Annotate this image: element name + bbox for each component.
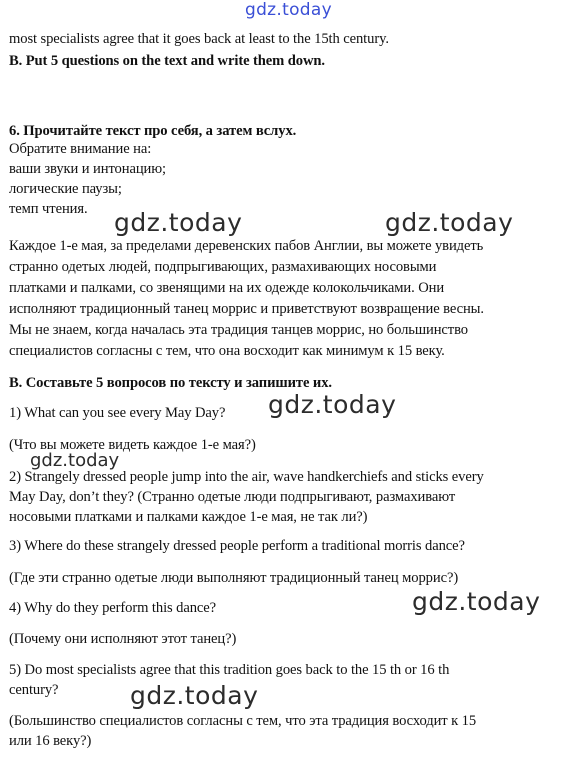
- question-2-line: 2) Strangely dressed people jump into the air, wave handkerchiefs and sticks every: [9, 469, 484, 485]
- question-3: 3) Where do these strangely dressed people perform a traditional morris dance?: [9, 538, 465, 554]
- question-1: 1) What can you see every May Day?: [9, 405, 226, 421]
- watermark: gdz.today: [385, 208, 514, 237]
- translation-line: Мы не знаем, когда началась эта традиция танцев моррис, но большинство: [9, 322, 468, 338]
- task6-item: темп чтения.: [9, 201, 88, 217]
- intro-line: most specialists agree that it goes back at least to the 15th century.: [9, 31, 389, 47]
- answer-5-line: (Большинство специалистов согласны с тем, что эта традиция восходит к 15: [9, 713, 477, 729]
- task6-item: ваши звуки и интонацию;: [9, 161, 166, 177]
- question-2-line: носовыми платками и палками каждое 1-е мая, не так ли?): [9, 509, 368, 525]
- watermark: gdz.today: [412, 587, 541, 616]
- answer-5-line: или 16 веку?): [9, 733, 92, 749]
- task6-attention: Обратите внимание на:: [9, 141, 152, 157]
- translation-line: специалистов согласны с тем, что она восходит как минимум к 15 веку.: [9, 343, 445, 359]
- watermark: gdz.today: [114, 208, 243, 237]
- watermark: gdz.today: [30, 450, 120, 471]
- watermark: gdz.today: [130, 681, 259, 710]
- translation-line: странно одетых людей, подпрыгивающих, размахивающих носовыми: [9, 259, 437, 275]
- translation-line: исполняют традиционный танец моррис и приветствуют возвращение весны.: [9, 301, 484, 317]
- task6-item: логические паузы;: [9, 181, 122, 197]
- question-4: 4) Why do they perform this dance?: [9, 600, 217, 616]
- answer-4: (Почему они исполняют этот танец?): [9, 631, 237, 647]
- task6-title: 6. Прочитайте текст про себя, а затем вслух.: [9, 123, 297, 139]
- answer-1: (Что вы можете видеть каждое 1-е мая?): [9, 437, 256, 453]
- question-2-line: May Day, don’t they? (Странно одетые люди подпрыгивают, размахивают: [9, 489, 456, 505]
- watermark: gdz.today: [268, 390, 397, 419]
- task-b-en-heading: B. Put 5 questions on the text and write them down.: [9, 53, 325, 69]
- watermark-top: gdz.today: [245, 0, 332, 20]
- answer-3: (Где эти странно одетые люди выполняют традиционный танец моррис?): [9, 570, 459, 586]
- task-b-ru-heading: B. Составьте 5 вопросов по тексту и запишите их.: [9, 375, 332, 391]
- translation-line: Каждое 1-е мая, за пределами деревенских пабов Англии, вы можете увидеть: [9, 238, 484, 254]
- question-5-line: 5) Do most specialists agree that this tradition goes back to the 15 th or 16 th: [9, 662, 450, 678]
- translation-line: платками и палками, со звенящими на их одежде колокольчиками. Они: [9, 280, 445, 296]
- question-5-line: century?: [9, 682, 59, 698]
